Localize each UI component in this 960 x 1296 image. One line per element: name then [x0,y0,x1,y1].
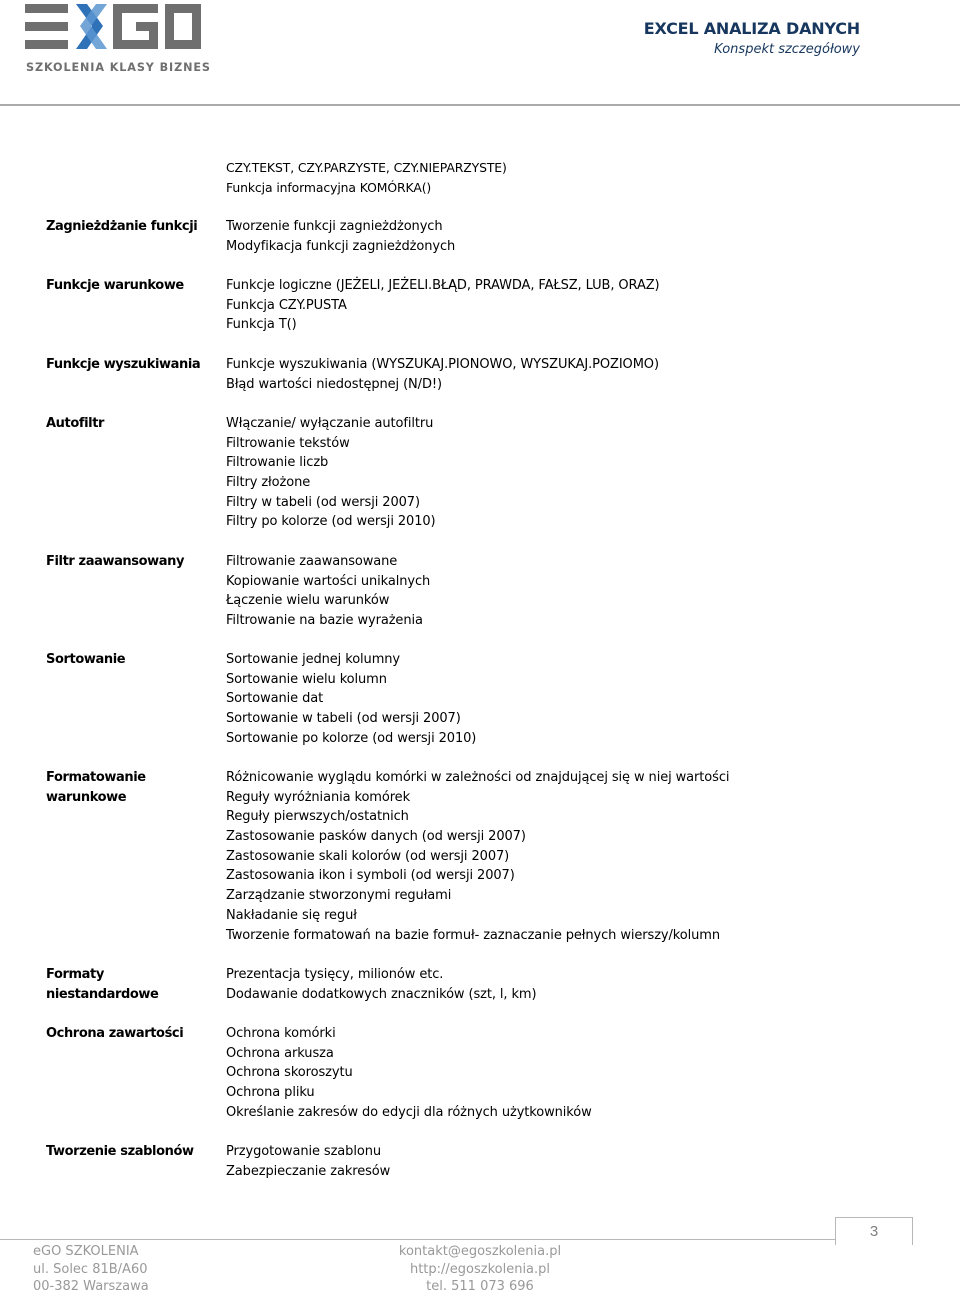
list-item: Sortowanie jednej kolumny [226,652,400,667]
document-title: EXCEL ANALIZA DANYCH [643,19,860,38]
list-item: Łączenie wielu warunków [226,593,390,609]
list-item: Prezentacja tysięcy, milionów etc. [226,967,444,982]
section-topic-funkcje-wyszukiwania: Funkcje wyszukiwania [46,357,201,372]
section-items-ochrona-zawartosci [226,1024,946,1122]
list-item: Sortowanie po kolorze (od wersji 2010) [226,730,477,746]
section-items-formatowanie-warunkowe [226,768,946,945]
section-items-zagniezdzanie [226,217,946,256]
section-topic-formatowanie-warunkowe: Formatowanie warunkowe [46,770,146,805]
intro-line: CZY.TEKST, CZY.PARZYSTE, CZY.NIEPARZYSTE) [226,160,507,175]
footer-contact [330,1243,630,1296]
footer-street: ul. Solec 81B/A60 [33,1261,148,1277]
list-item: Filtrowanie liczb [226,455,329,471]
section-items-funkcje-wyszukiwania [226,355,946,394]
list-item: Filtrowanie zaawansowane [226,554,398,569]
section-items-filtr-zaawansowany [226,552,946,631]
logo-tagline: SZKOLENIA KLASY BIZNES [26,61,211,74]
footer-email[interactable]: kontakt@egoszkolenia.pl [398,1244,562,1259]
section-items-formaty-niestandardowe [226,965,946,1004]
section-topic-ochrona-zawartosci: Ochrona zawartości [46,1026,184,1041]
list-item: Określanie zakresów do edycji dla różnych użytkowników [226,1104,592,1120]
footer-city: 00-382 Warszawa [33,1279,149,1294]
list-item: Ochrona komórki [226,1026,336,1041]
list-item: Funkcje wyszukiwania (WYSZUKAJ.PIONOWO, WYSZUKAJ.POZIOMO) [226,357,659,372]
footer-website[interactable]: http://egoszkolenia.pl [409,1261,551,1277]
list-item: Dodawanie dodatkowych znaczników (szt, l, km) [226,986,537,1002]
document-subtitle: Konspekt szczegółowy [714,42,860,57]
list-item: Filtrowanie na bazie wyrażenia [226,613,423,629]
footer-divider [0,1239,835,1240]
section-topic-sortowanie: Sortowanie [46,652,126,667]
list-item: Zastosowania ikon i symboli (od wersji 2007) [226,868,515,884]
section-topic-funkcje-warunkowe: Funkcje warunkowe [46,278,184,293]
list-item: Reguły wyróżniania komórek [226,789,411,805]
section-items-tworzenie-szablonow [226,1142,946,1181]
ego-logo-mark [24,0,204,60]
page-number: 3 [835,1217,913,1245]
section-topic-formaty-niestandardowe: Formaty niestandardowe [46,967,159,1002]
section-items-autofiltr [226,414,946,532]
footer-phone: tel. 511 073 696 [426,1279,534,1294]
list-item: Zastosowanie pasków danych (od wersji 2007) [226,829,526,845]
list-item: Funkcja T() [226,317,297,333]
list-item: Zastosowanie skali kolorów (od wersji 2007) [226,848,510,864]
intro-continuation [226,158,946,197]
list-item: Tworzenie funkcji zagnieżdżonych [226,219,443,234]
section-topic-tworzenie-szablonow: Tworzenie szablonów [46,1144,194,1159]
list-item: Reguły pierwszych/ostatnich [226,809,409,825]
list-item: Ochrona skoroszytu [226,1065,353,1081]
list-item: Przygotowanie szablonu [226,1144,381,1159]
footer-address [33,1243,149,1296]
list-item: Włączanie/ wyłączanie autofiltru [226,416,434,431]
list-item: Ochrona pliku [226,1085,315,1101]
section-items-sortowanie [226,650,946,748]
list-item: Modyfikacja funkcji zagnieżdżonych [226,238,456,254]
list-item: Filtry w tabeli (od wersji 2007) [226,494,420,510]
list-item: Sortowanie w tabeli (od wersji 2007) [226,711,461,727]
header-divider [0,104,960,106]
list-item: Kopiowanie wartości unikalnych [226,573,431,589]
list-item: Błąd wartości niedostępnej (N/D!) [226,376,442,392]
list-item: Funkcje logiczne (JEŻELI, JEŻELI.BŁĄD, PRAWDA, FAŁSZ, LUB, ORAZ) [226,278,660,293]
list-item: Tworzenie formatowań na bazie formuł- zaznaczanie pełnych wierszy/kolumn [226,927,720,943]
list-item: Filtry po kolorze (od wersji 2010) [226,514,436,530]
footer-company: eGO SZKOLENIA [33,1244,139,1259]
section-items-funkcje-warunkowe [226,276,946,335]
company-logo [24,0,211,80]
section-topic-zagniezdzanie: Zagnieżdżanie funkcji [46,219,198,234]
intro-line: Funkcja informacyjna KOMÓRKA() [226,179,432,195]
list-item: Filtry złożone [226,475,311,491]
list-item: Zabezpieczanie zakresów [226,1163,391,1179]
list-item: Ochrona arkusza [226,1045,334,1061]
list-item: Filtrowanie tekstów [226,435,350,451]
list-item: Nakładanie się reguł [226,907,357,923]
list-item: Sortowanie wielu kolumn [226,671,387,687]
list-item: Funkcja CZY.PUSTA [226,297,347,313]
list-item: Sortowanie dat [226,691,324,707]
section-topic-autofiltr: Autofiltr [46,416,105,431]
list-item: Różnicowanie wyglądu komórki w zależności od znajdującej się w niej wartości [226,770,730,785]
list-item: Zarządzanie stworzonymi regułami [226,888,452,904]
section-topic-filtr-zaawansowany: Filtr zaawansowany [46,554,185,569]
